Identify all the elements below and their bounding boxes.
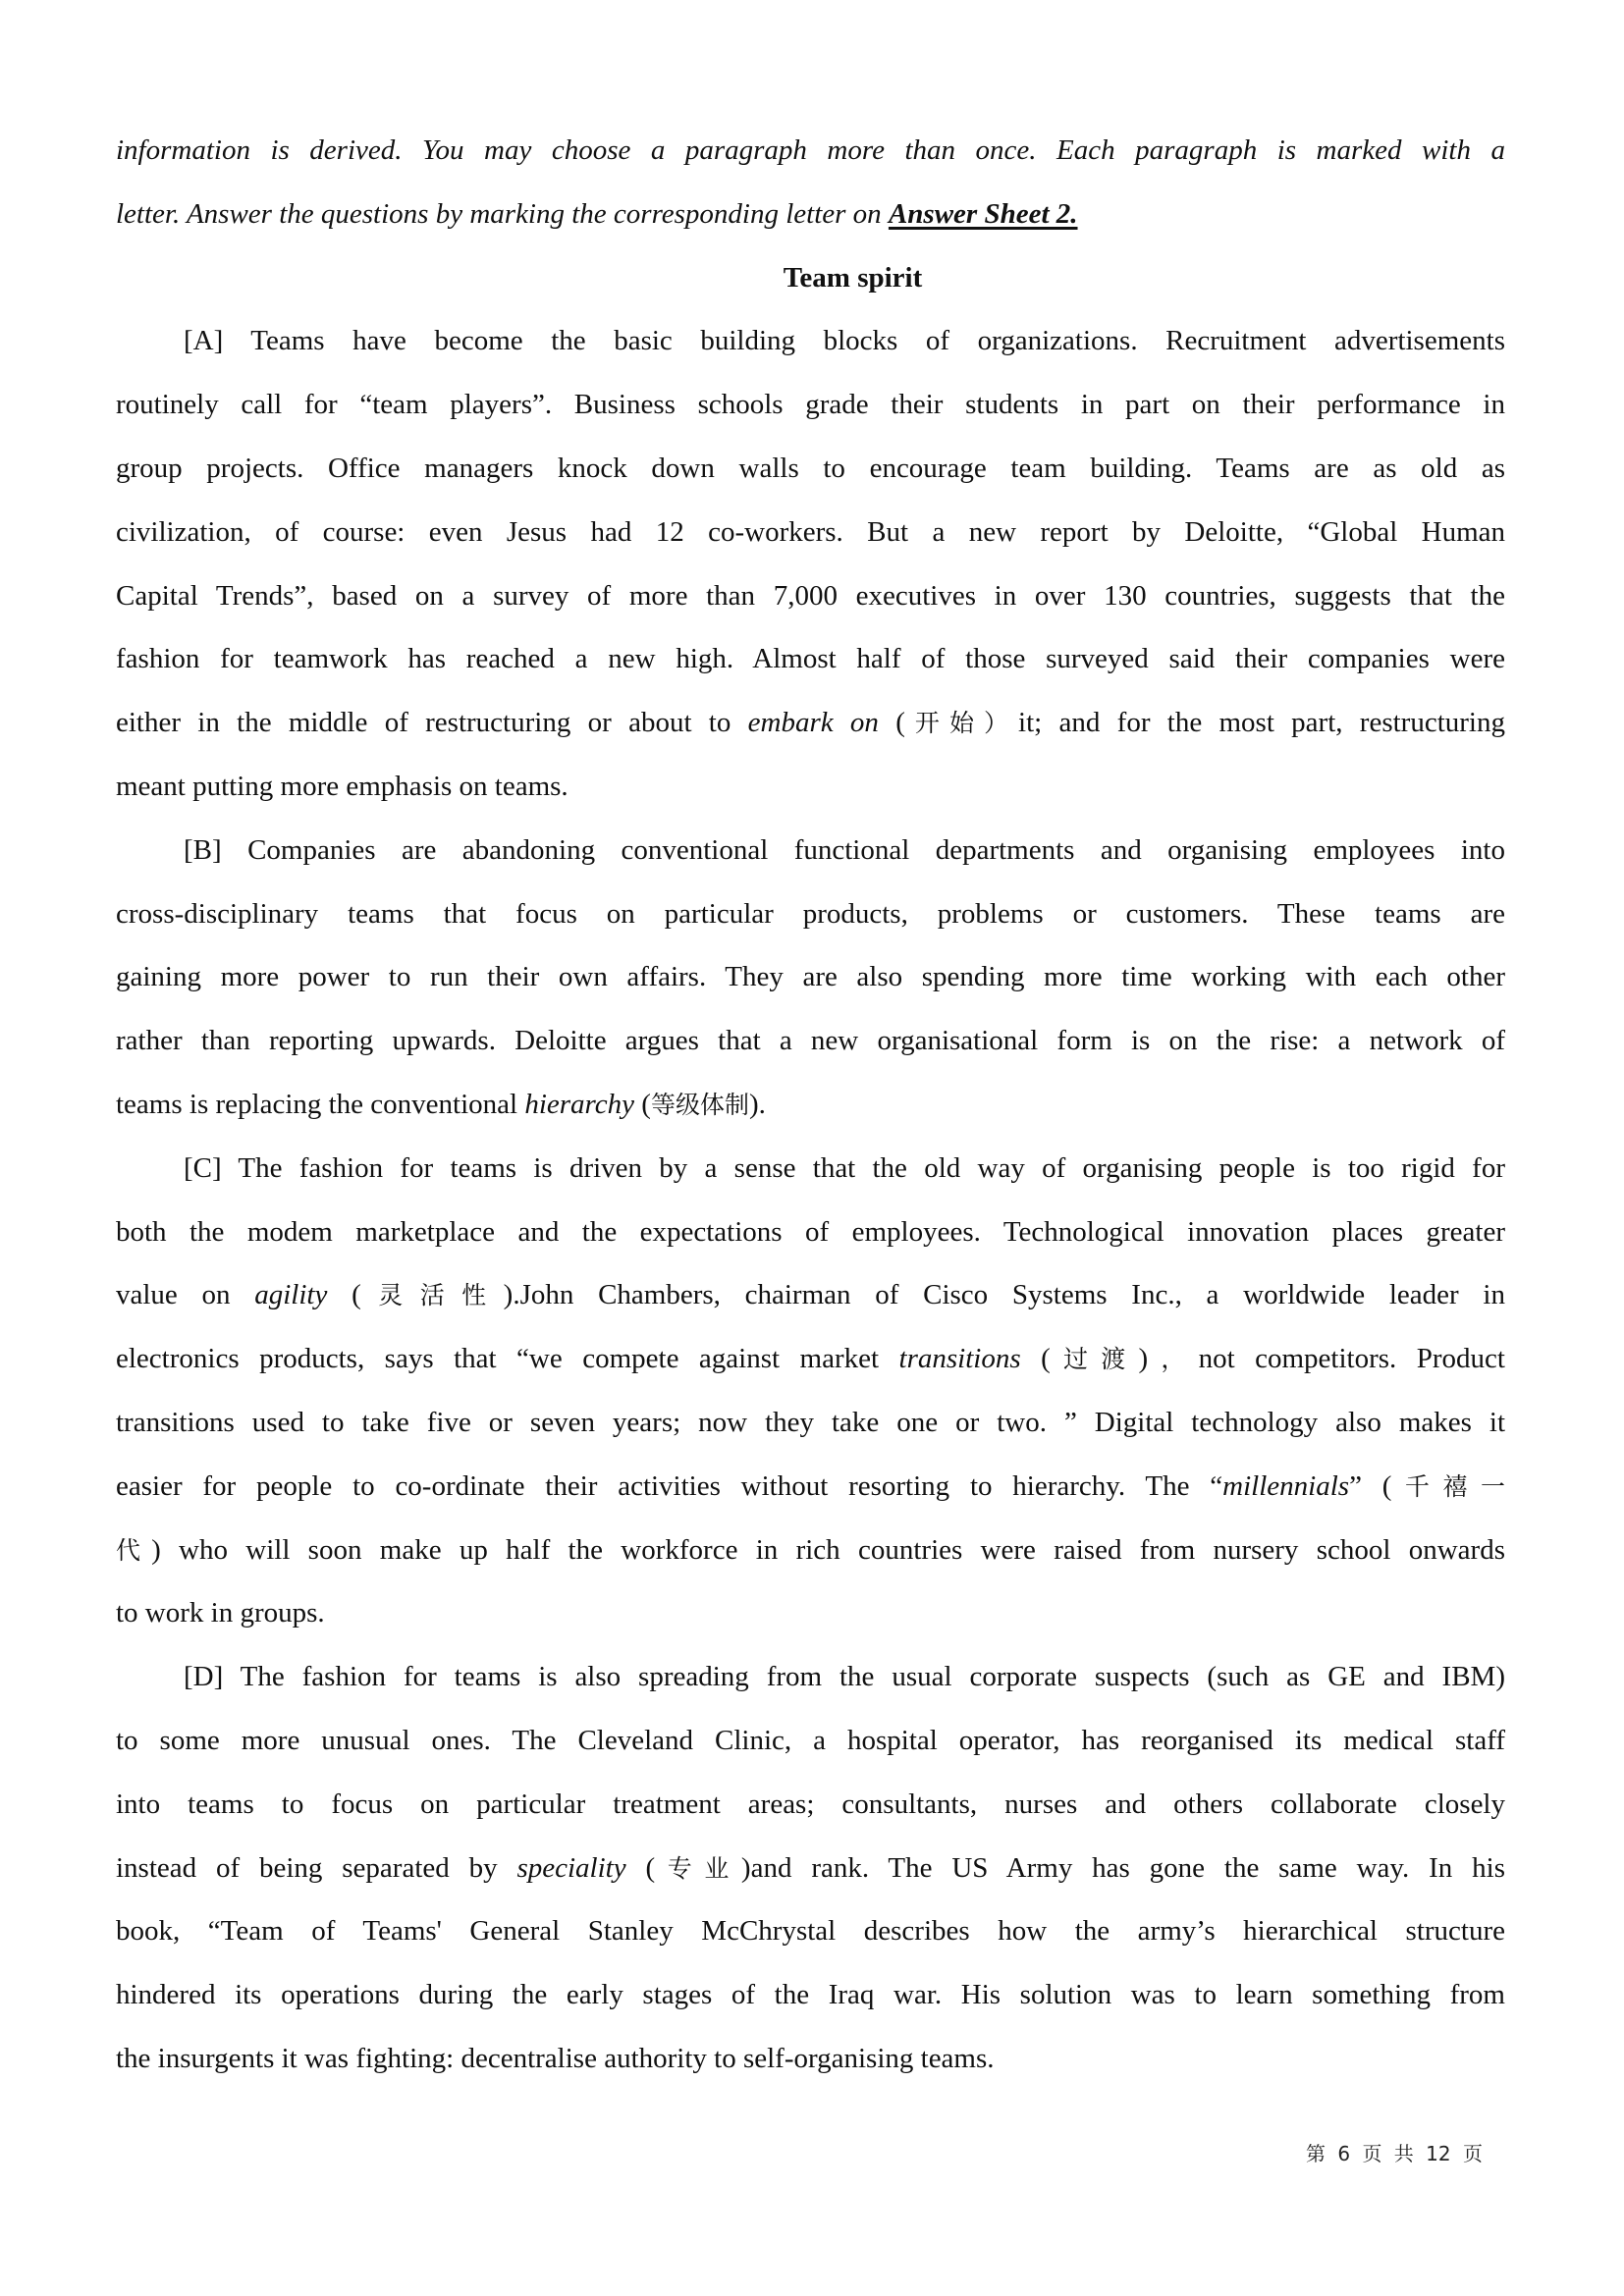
paragraph-line bbox=[116, 819, 1505, 882]
paragraph-line bbox=[116, 373, 1505, 437]
text-run: it; and for the most part, restructuring bbox=[1018, 707, 1505, 739]
instructions bbox=[116, 119, 1505, 246]
text-run: transitions used to take five or seven years; now they take one or two. ” Digital technology also makes it bbox=[116, 1406, 1505, 1438]
paragraph-line bbox=[116, 945, 1505, 1009]
chinese-gloss: 专业 bbox=[655, 1853, 741, 1883]
chinese-gloss: 千禧一 bbox=[1391, 1471, 1506, 1501]
text-run: ( bbox=[625, 1851, 656, 1884]
text-run: ) bbox=[503, 1279, 514, 1311]
chinese-gloss: 代 bbox=[116, 1535, 152, 1565]
text-run: both the modem marketplace and the expectations of employees. Technological innovation places greater bbox=[116, 1215, 1505, 1248]
paragraph-b bbox=[116, 819, 1505, 1137]
chinese-gloss: 过渡 bbox=[1050, 1345, 1139, 1374]
paragraph-a bbox=[116, 309, 1505, 818]
text-run: teams is replacing the conventional bbox=[116, 1088, 525, 1120]
text-run: ( bbox=[1020, 1343, 1051, 1375]
text-run: ( bbox=[878, 707, 905, 739]
paragraph-line bbox=[116, 1391, 1505, 1455]
text-run: .John Chambers, chairman of Cisco Systems Inc., a worldwide leader in bbox=[513, 1279, 1505, 1311]
passage-body bbox=[116, 309, 1505, 2090]
text-run: ” ( bbox=[1349, 1469, 1392, 1502]
paragraph-line bbox=[116, 755, 1505, 819]
paragraph-line bbox=[116, 1837, 1505, 1900]
paragraph-line bbox=[116, 627, 1505, 691]
paragraph-line bbox=[116, 437, 1505, 501]
paragraph-line bbox=[116, 882, 1505, 946]
text-run: book, “Team of Teams' General Stanley McChrystal describes how the army’s hierarchical structure bbox=[116, 1915, 1505, 1948]
text-run: . bbox=[758, 1088, 766, 1120]
text-run: ) who will soon make up half the workforce in rich countries were raised from nursery school onwards bbox=[151, 1533, 1505, 1566]
paragraph-line bbox=[116, 1519, 1505, 1582]
key-term: transitions bbox=[898, 1343, 1021, 1375]
text-run: value on bbox=[116, 1279, 255, 1311]
paragraph-d bbox=[116, 1645, 1505, 2091]
paragraph-c bbox=[116, 1137, 1505, 1645]
key-term: embark on bbox=[747, 707, 879, 739]
text-run: group projects. Office managers knock down walls to encourage team building. Teams are as old as bbox=[116, 452, 1505, 484]
text-run: not competitors. Product bbox=[1198, 1343, 1505, 1375]
paragraph-line bbox=[116, 1645, 1505, 1709]
text-run: to work in groups. bbox=[116, 1597, 325, 1629]
key-term: hierarchy bbox=[524, 1088, 635, 1120]
text-run: routinely call for “team players”. Business schools grade their students in part on their performance in bbox=[116, 389, 1505, 421]
text-run: hindered its operations during the early stages of the Iraq war. His solution was to learn something from bbox=[116, 1979, 1505, 2011]
text-run: easier for people to co-ordinate their activities without resorting to hierarchy. The “ bbox=[116, 1469, 1223, 1502]
text-run: to some more unusual ones. The Cleveland Clinic, a hospital operator, has reorganised its medical staff bbox=[116, 1724, 1505, 1756]
text-run: civilization, of course: even Jesus had 12 co-workers. But a new report by Deloitte, “Global Human bbox=[116, 515, 1505, 548]
passage-title: Team spirit bbox=[783, 261, 923, 294]
text-run: electronics products, says that “we compete against market bbox=[116, 1343, 899, 1375]
text-run: fashion for teamwork has reached a new high. Almost half of those surveyed said their companies were bbox=[116, 643, 1505, 675]
text-run: [D] The fashion for teams is also spreading from the usual corporate suspects (such as GE and IBM) bbox=[184, 1661, 1505, 1693]
text-run: gaining more power to run their own affairs. They are also spending more time working with each other bbox=[116, 961, 1505, 993]
paragraph-line bbox=[116, 1263, 1505, 1327]
paragraph-line bbox=[116, 564, 1505, 628]
paragraph-line bbox=[116, 1009, 1505, 1073]
paragraph-line bbox=[116, 1137, 1505, 1201]
paragraph-line bbox=[116, 2027, 1505, 2091]
key-term: millennials bbox=[1222, 1469, 1350, 1502]
paragraph-line bbox=[116, 1709, 1505, 1773]
paragraph-line bbox=[116, 1581, 1505, 1645]
text-run: ) bbox=[1138, 1343, 1149, 1375]
instructions-line-2: letter. Answer the questions by marking the corresponding letter on Answer Sheet 2. bbox=[116, 197, 1078, 230]
text-run: into teams to focus on particular treatment areas; consultants, nurses and others collaborate closely bbox=[116, 1788, 1505, 1820]
paragraph-line bbox=[116, 1963, 1505, 2027]
text-run: the insurgents it was fighting: decentralise authority to self-organising teams. bbox=[116, 2042, 995, 2074]
paragraph-line bbox=[116, 1455, 1505, 1519]
text-run: [C] The fashion for teams is driven by a sense that the old way of organising people is too rigid for bbox=[184, 1151, 1505, 1184]
text-run: [A] Teams have become the basic building blocks of organizations. Recruitment advertisements bbox=[184, 325, 1505, 357]
text-run: cross-disciplinary teams that focus on particular products, problems or customers. These teams are bbox=[116, 897, 1505, 930]
text-run: and rank. The US Army has gone the same way. In his bbox=[750, 1851, 1505, 1884]
paragraph-line bbox=[116, 691, 1505, 755]
chinese-gloss: 开始） bbox=[904, 709, 1019, 738]
text-block bbox=[116, 119, 1505, 2091]
text-run: ) bbox=[748, 1088, 759, 1120]
chinese-gloss: 等级体制 bbox=[650, 1090, 749, 1119]
text-run: rather than reporting upwards. Deloitte argues that a new organisational form is on the rise: a network of bbox=[116, 1025, 1505, 1057]
paragraph-line bbox=[116, 501, 1505, 564]
paragraph-line bbox=[116, 1899, 1505, 1963]
text-run: ) bbox=[740, 1851, 751, 1884]
paragraph-line bbox=[116, 1073, 1505, 1137]
text-run: instead of being separated by bbox=[116, 1851, 517, 1884]
chinese-gloss: 灵活性 bbox=[360, 1281, 504, 1310]
text-run: meant putting more emphasis on teams. bbox=[116, 770, 568, 802]
paragraph-line bbox=[116, 309, 1505, 373]
key-term: agility bbox=[254, 1279, 328, 1311]
key-term: speciality bbox=[516, 1851, 626, 1884]
text-run: [B] Companies are abandoning conventional functional departments and organising employees into bbox=[184, 833, 1505, 866]
answer-sheet-reference: Answer Sheet 2. bbox=[888, 197, 1078, 230]
text-run: Capital Trends”, based on a survey of more than 7,000 executives in over 130 countries, suggests that the bbox=[116, 579, 1505, 612]
page-footer: 第 6 页 共 12 页 bbox=[1306, 2142, 1483, 2165]
text-run: ( bbox=[634, 1088, 651, 1120]
instructions-line-1: information is derived. You may choose a paragraph more than once. Each paragraph is marked with a bbox=[116, 134, 1505, 166]
chinese-gloss: ， bbox=[1148, 1345, 1199, 1374]
paragraph-line bbox=[116, 1201, 1505, 1264]
text-run: either in the middle of restructuring or about to bbox=[116, 707, 748, 739]
text-run: ( bbox=[327, 1279, 361, 1311]
paragraph-line bbox=[116, 1773, 1505, 1837]
paragraph-line bbox=[116, 1327, 1505, 1391]
